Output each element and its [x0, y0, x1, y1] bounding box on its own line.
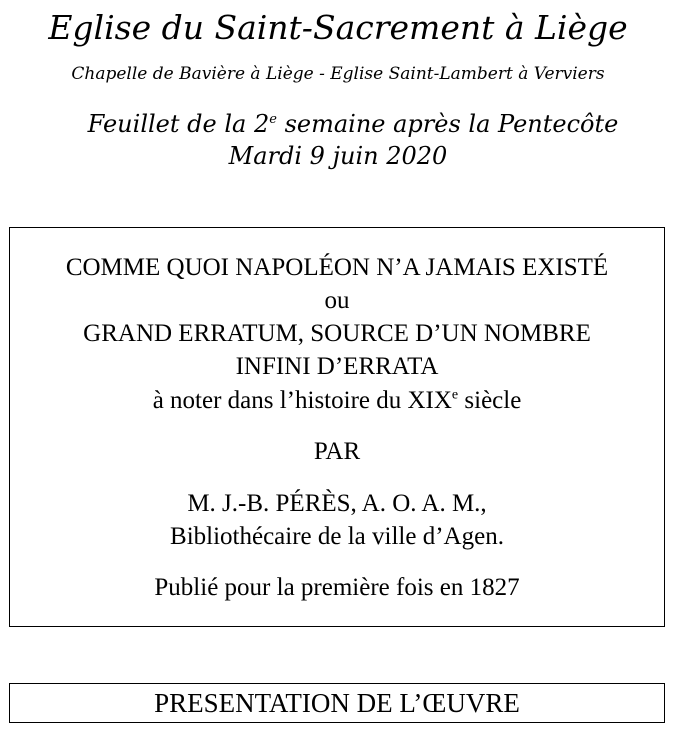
- author-name: M. J.-B. PÉRÈS, A. O. A. M.,: [187, 490, 487, 517]
- line5-prefix: à noter dans l’histoire du XIX: [152, 387, 452, 414]
- book-title-line3: GRAND ERRATUM, SOURCE D’UN NOMBRE: [83, 320, 591, 347]
- church-title: Eglise du Saint-Sacrement à Liège: [48, 8, 628, 47]
- feuillet-suffix: semaine après la Pentecôte: [276, 110, 619, 138]
- publication-note: Publié pour la première fois en 1827: [154, 574, 520, 601]
- book-title-line1: COMME QUOI NAPOLÉON N’A JAMAIS EXISTÉ: [65, 254, 609, 281]
- line5-suffix: siècle: [458, 387, 522, 414]
- feuillet-prefix: Feuillet de la 2: [87, 110, 270, 138]
- section-heading: PRESENTATION DE L’ŒUVRE: [154, 688, 520, 718]
- feuillet-superscript: e: [269, 112, 277, 127]
- par-label: PAR: [313, 438, 361, 465]
- feuillet-date: Mardi 9 juin 2020: [228, 142, 448, 170]
- book-title-line5: [10, 386, 664, 415]
- book-title-or: ou: [324, 287, 350, 314]
- line5-superscript: e: [451, 387, 459, 403]
- feuillet-title: [30, 108, 676, 140]
- title-box: [9, 227, 665, 627]
- section-heading-box: [9, 683, 665, 723]
- author-role: Bibliothécaire de la ville d’Agen.: [170, 523, 504, 550]
- book-title-line4: INFINI D’ERRATA: [235, 353, 439, 380]
- chapels-subtitle: Chapelle de Bavière à Liège - Eglise Saint-Lambert à Verviers: [71, 64, 605, 84]
